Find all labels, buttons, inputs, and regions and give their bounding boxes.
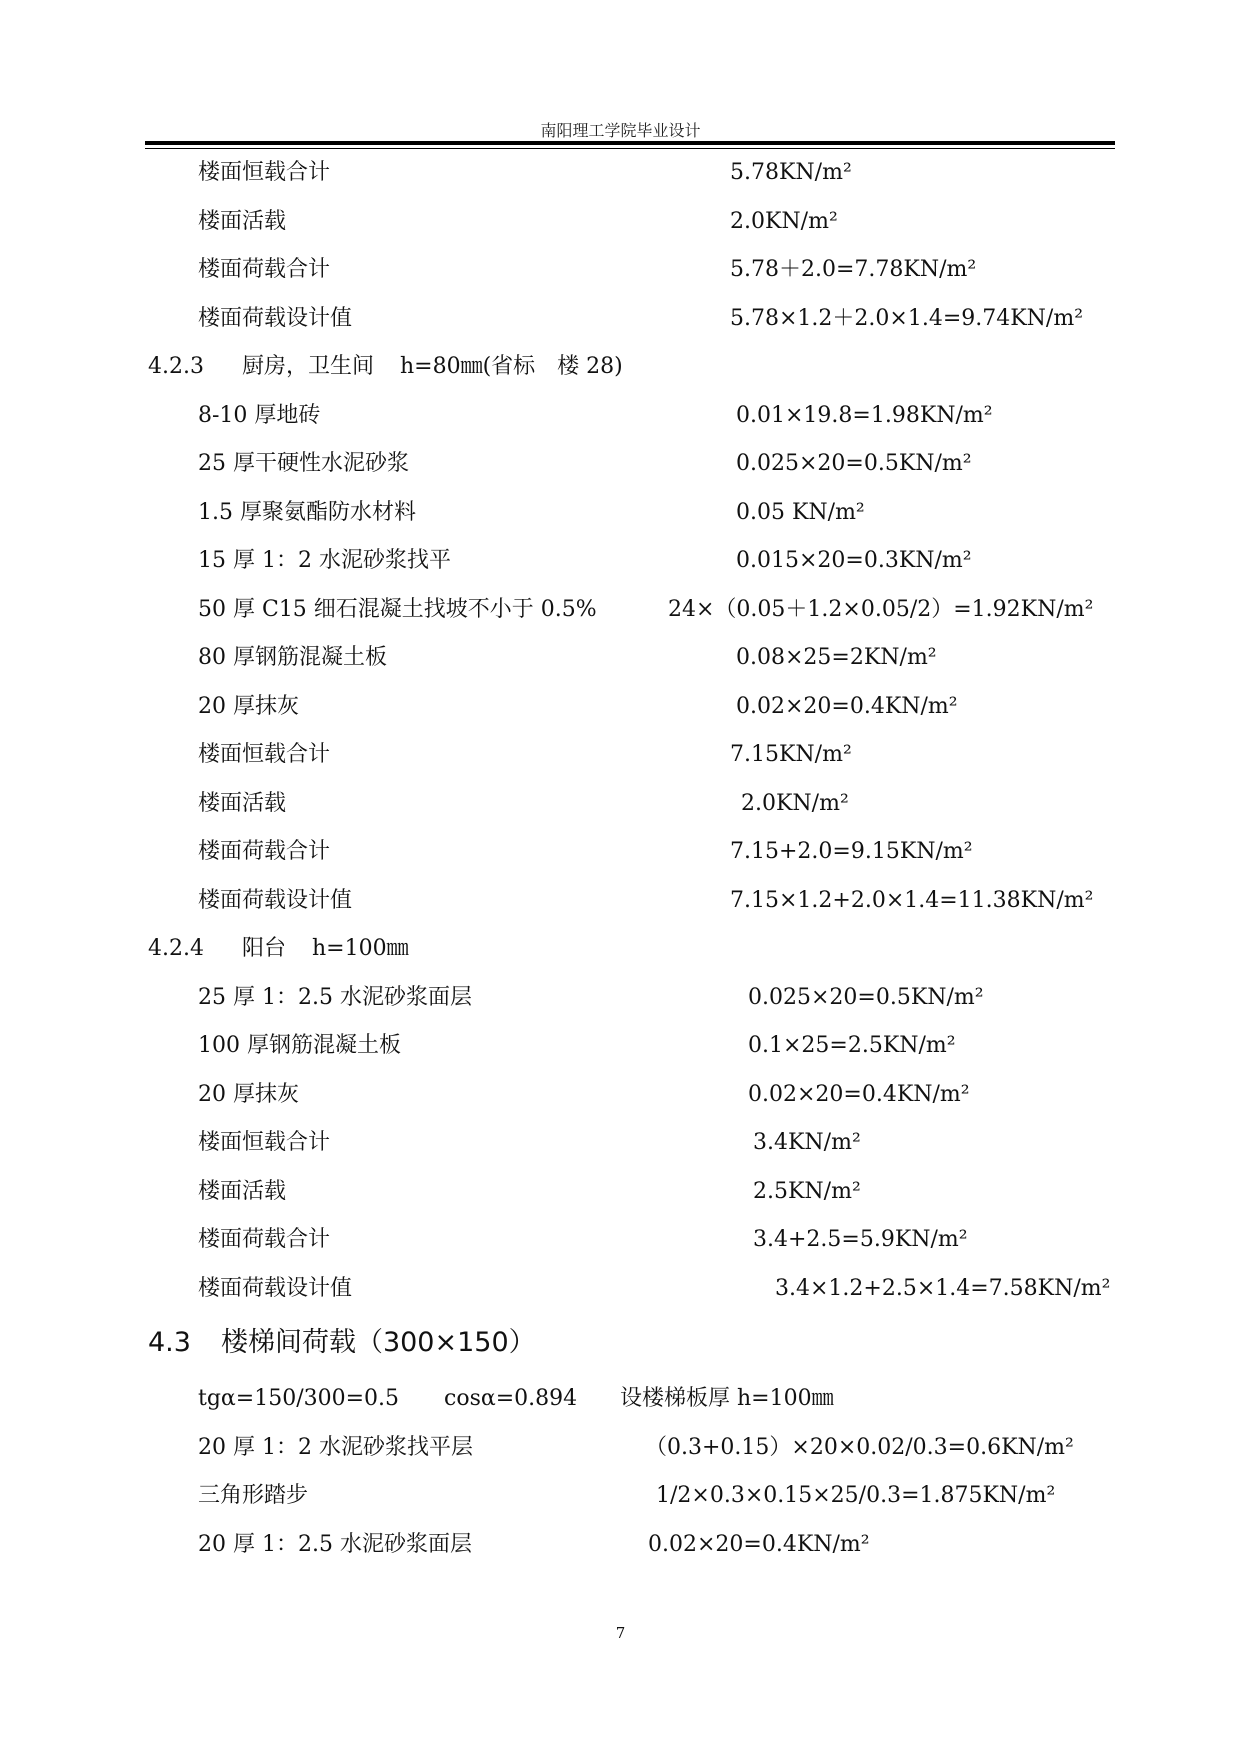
section-number: 4.3 xyxy=(148,1327,191,1358)
item-value: 7.15+2.0=9.15KN/m² xyxy=(730,839,973,864)
item-value: 5.78×1.2＋2.0×1.4=9.74KN/m² xyxy=(730,306,1084,331)
subsection-spec: h=100㎜ xyxy=(312,936,409,961)
item-label: 25 厚干硬性水泥砂浆 xyxy=(198,451,409,476)
subsection-heading-4-2-3 xyxy=(148,353,623,381)
item-label: 1.5 厚聚氨酯防水材料 xyxy=(198,500,416,525)
subsection-title: 阳台 xyxy=(241,936,286,961)
item-value: 0.02×20=0.4KN/m² xyxy=(748,1082,970,1107)
item-label: 50 厚 C15 细石混凝土找坡不小于 0.5% xyxy=(198,597,597,622)
item-value: 0.01×19.8=1.98KN/m² xyxy=(736,403,993,428)
item-label: 楼面荷载合计 xyxy=(198,839,331,864)
item-label: 25 厚 1：2.5 水泥砂浆面层 xyxy=(198,985,472,1010)
item-value: 0.1×25=2.5KN/m² xyxy=(748,1033,956,1058)
item-value: （0.3+0.15）×20×0.02/0.3=0.6KN/m² xyxy=(645,1435,1074,1460)
item-label: 100 厚钢筋混凝土板 xyxy=(198,1033,401,1058)
item-value: 24×（0.05＋1.2×0.05/2）=1.92KN/m² xyxy=(668,597,1094,622)
header-rule-thick xyxy=(145,141,1115,145)
subsection-heading-4-2-4 xyxy=(148,935,409,963)
subsection-number: 4.2.3 xyxy=(148,354,204,379)
item-value: 2.0KN/m² xyxy=(741,791,849,816)
item-value: 3.4KN/m² xyxy=(753,1130,861,1155)
item-label: 楼面活载 xyxy=(198,209,287,234)
item-value: 0.02×20=0.4KN/m² xyxy=(648,1532,870,1557)
item-value: 0.08×25=2KN/m² xyxy=(736,645,937,670)
item-value: 5.78KN/m² xyxy=(730,160,852,185)
item-label: 楼面荷载合计 xyxy=(198,257,331,282)
item-label: 80 厚钢筋混凝土板 xyxy=(198,645,387,670)
item-value: 2.0KN/m² xyxy=(730,209,838,234)
item-label: 20 厚抹灰 xyxy=(198,1082,299,1107)
item-value: 7.15×1.2+2.0×1.4=11.38KN/m² xyxy=(730,888,1094,913)
item-label: 楼面恒载合计 xyxy=(198,1130,331,1155)
item-value: 5.78＋2.0=7.78KN/m² xyxy=(730,257,977,282)
item-label: 8-10 厚地砖 xyxy=(198,403,321,428)
subsection-title: 厨房，卫生间 xyxy=(241,354,374,379)
item-label: 15 厚 1：2 水泥砂浆找平 xyxy=(198,548,451,573)
item-value: 0.02×20=0.4KN/m² xyxy=(736,694,958,719)
item-label: 楼面恒载合计 xyxy=(198,160,331,185)
running-header: 南阳理工学院毕业设计 xyxy=(540,121,701,140)
item-value: 7.15KN/m² xyxy=(730,742,852,767)
item-value: 0.015×20=0.3KN/m² xyxy=(736,548,972,573)
page-number: 7 xyxy=(615,1624,626,1642)
item-label: 20 厚抹灰 xyxy=(198,694,299,719)
section-title: 楼梯间荷载（300×150） xyxy=(220,1327,536,1358)
subsection-number: 4.2.4 xyxy=(148,936,204,961)
item-value: 0.025×20=0.5KN/m² xyxy=(736,451,972,476)
item-value: 0.05 KN/m² xyxy=(736,500,865,525)
item-value: 3.4×1.2+2.5×1.4=7.58KN/m² xyxy=(775,1276,1111,1301)
tangent-alpha: tgα=150/300=0.5 xyxy=(198,1386,400,1411)
item-label: 楼面荷载设计值 xyxy=(198,306,353,331)
item-label: 楼面活载 xyxy=(198,1179,287,1204)
item-label: 楼面荷载设计值 xyxy=(198,1276,353,1301)
cosine-alpha: cosα=0.894 xyxy=(444,1386,578,1411)
item-value: 1/2×0.3×0.15×25/0.3=1.875KN/m² xyxy=(656,1483,1056,1508)
item-value: 0.025×20=0.5KN/m² xyxy=(748,985,984,1010)
stair-slab-thickness: 设楼梯板厚 h=100㎜ xyxy=(620,1386,834,1411)
subsection-spec: h=80㎜(省标 楼 28) xyxy=(400,354,623,379)
section-heading-4-3 xyxy=(148,1326,536,1360)
item-label: 楼面荷载合计 xyxy=(198,1227,331,1252)
item-label: 20 厚 1：2.5 水泥砂浆面层 xyxy=(198,1532,472,1557)
item-label: 楼面活载 xyxy=(198,791,287,816)
item-value: 3.4+2.5=5.9KN/m² xyxy=(753,1227,968,1252)
item-label: 楼面荷载设计值 xyxy=(198,888,353,913)
item-value: 2.5KN/m² xyxy=(753,1179,861,1204)
item-label: 三角形踏步 xyxy=(198,1483,309,1508)
item-label: 楼面恒载合计 xyxy=(198,742,331,767)
header-rule-thin xyxy=(145,148,1115,149)
item-label: 20 厚 1：2 水泥砂浆找平层 xyxy=(198,1435,473,1460)
